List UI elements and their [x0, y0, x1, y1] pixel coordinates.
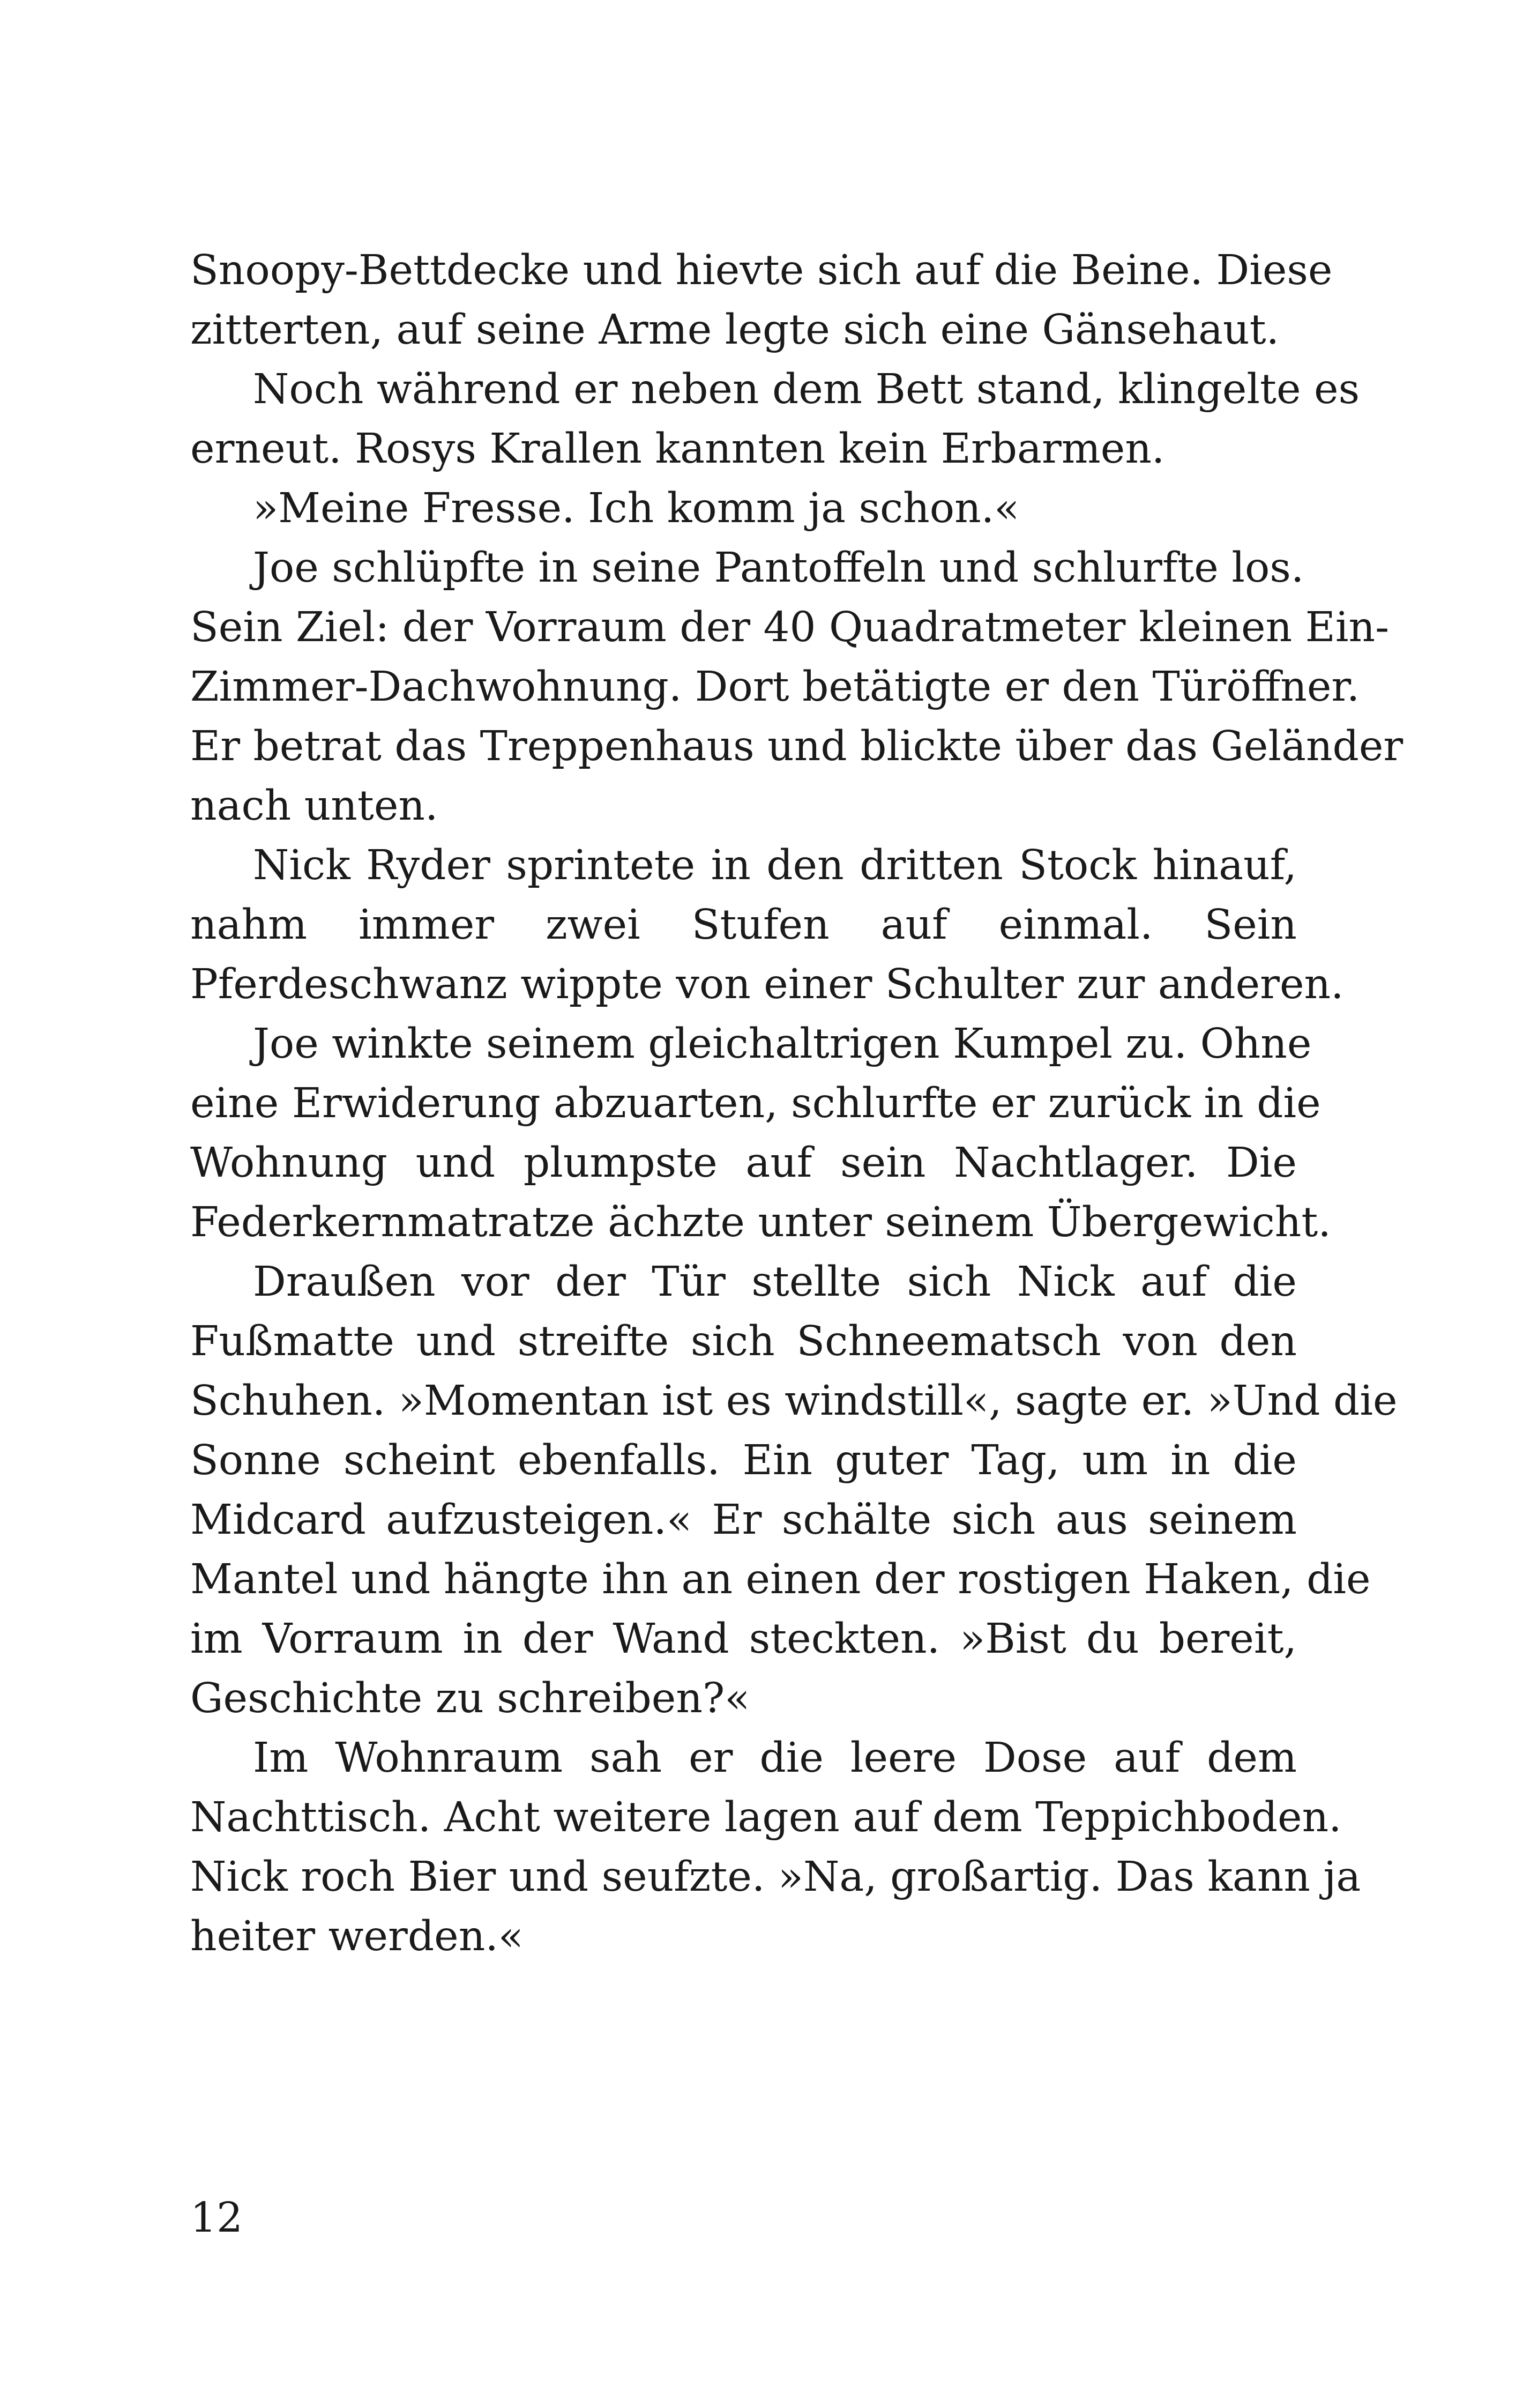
- text-line: Im Wohnraum sah er die leere Dose auf dem: [253, 1734, 1297, 1782]
- text-line: Nick roch Bier und seufzte. »Na, großartig. Das kann ja: [190, 1853, 1361, 1901]
- text-line: Fußmatte und streifte sich Schneematsch von den: [190, 1318, 1297, 1365]
- text-line: Wohnung und plumpste auf sein Nachtlager. Die: [190, 1139, 1297, 1187]
- text-line: Joe winkte seinem gleichaltrigen Kumpel zu. Ohne: [253, 1020, 1312, 1068]
- text-line: nahm immer zwei Stufen auf einmal. Sein: [190, 901, 1297, 949]
- text-line: Schuhen. »Momentan ist es windstill«, sagte er. »Und die: [190, 1377, 1398, 1425]
- text-line: Sonne scheint ebenfalls. Ein guter Tag, um in die: [190, 1437, 1297, 1484]
- body-text: [190, 241, 1403, 1966]
- text-line: Nick Ryder sprintete in den dritten Stock hinauf,: [253, 842, 1297, 889]
- text-line: Noch während er neben dem Bett stand, klingelte es: [253, 366, 1360, 413]
- text-line: Draußen vor der Tür stellte sich Nick auf die: [253, 1258, 1297, 1306]
- text-line: Midcard aufzusteigen.« Er schälte sich aus seinem: [190, 1496, 1297, 1544]
- text-line: Sein Ziel: der Vorraum der 40 Quadratmeter kleinen Ein-: [190, 604, 1390, 651]
- text-line: Zimmer-Dachwohnung. Dort betätigte er den Türöffner.: [190, 663, 1360, 711]
- text-line: eine Erwiderung abzuarten, schlurfte er zurück in die: [190, 1080, 1321, 1127]
- text-line: nach unten.: [190, 782, 438, 830]
- text-line: Joe schlüpfte in seine Pantoffeln und schlurfte los.: [253, 544, 1304, 592]
- text-line: Snoopy-Bettdecke und hievte sich auf die Beine. Diese: [190, 247, 1333, 294]
- text-line: heiter werden.«: [190, 1913, 524, 1960]
- text-line: »Meine Fresse. Ich komm ja schon.«: [253, 485, 1020, 532]
- text-line: Pferdeschwanz wippte von einer Schulter zur anderen.: [190, 961, 1344, 1008]
- page-number: 12: [190, 2194, 243, 2242]
- text-line: erneut. Rosys Krallen kannten kein Erbarmen.: [190, 425, 1165, 473]
- text-line: Nachttisch. Acht weitere lagen auf dem Teppichboden.: [190, 1794, 1342, 1841]
- text-line: Er betrat das Treppenhaus und blickte über das Geländer: [190, 723, 1403, 770]
- text-line: Federkernmatratze ächzte unter seinem Übergewicht.: [190, 1199, 1331, 1246]
- text-line: zitterten, auf seine Arme legte sich eine Gänsehaut.: [190, 306, 1280, 354]
- text-line: im Vorraum in der Wand steckten. »Bist du bereit,: [190, 1615, 1297, 1663]
- text-line: Mantel und hängte ihn an einen der rostigen Haken, die: [190, 1556, 1371, 1603]
- text-line: Geschichte zu schreiben?«: [190, 1675, 750, 1722]
